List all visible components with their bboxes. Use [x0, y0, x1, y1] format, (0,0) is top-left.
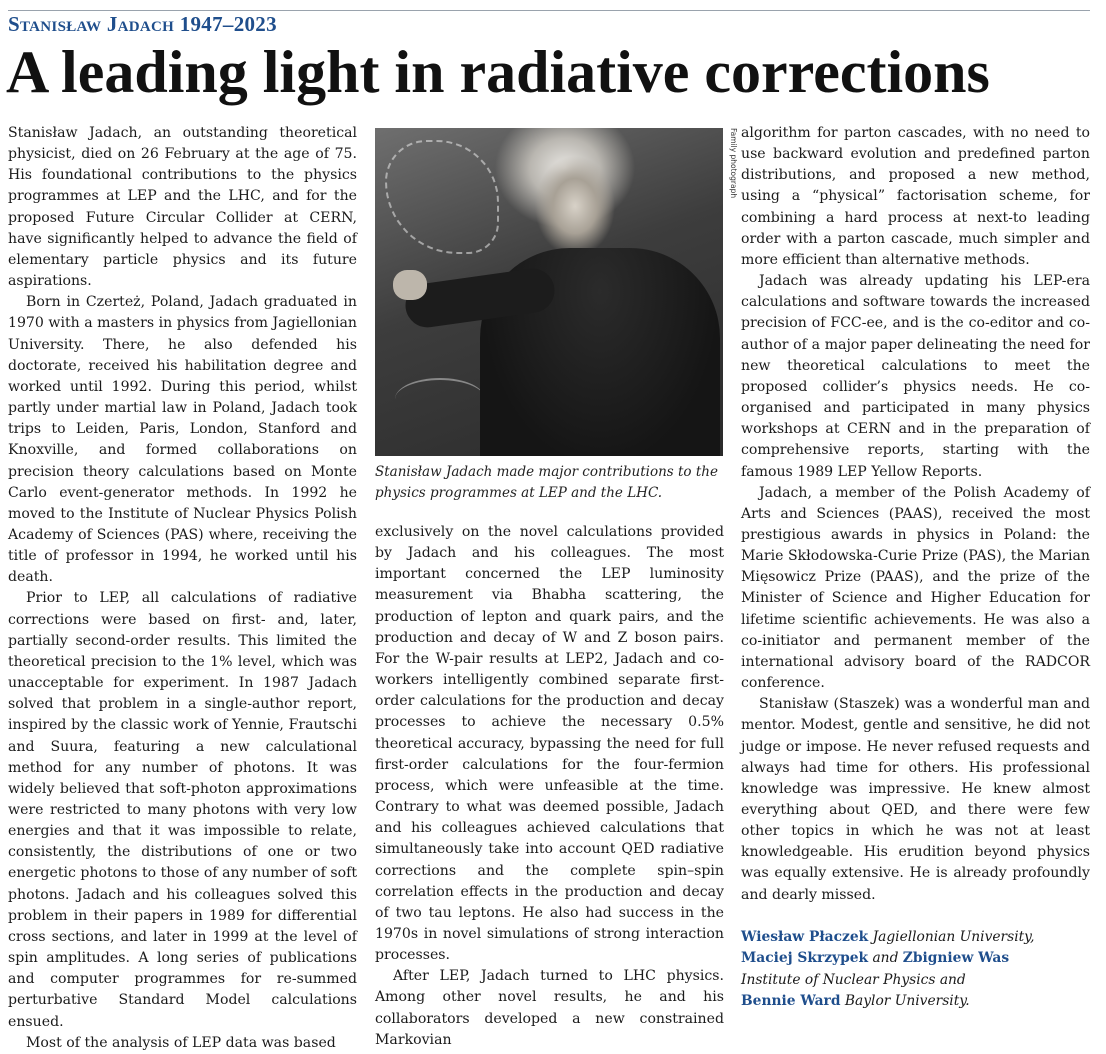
author-name: Maciej Skrzypek: [741, 950, 869, 967]
headline: A leading light in radiative corrections: [6, 39, 990, 105]
author-name: Zbigniew Was: [902, 950, 1010, 967]
author-name: Bennie Ward: [741, 992, 841, 1009]
author-affiliation: Jagiellonian University,: [872, 929, 1035, 945]
author-affiliation: Institute of Nuclear Physics and: [741, 971, 966, 988]
paragraph: Stanisław (Staszek) was a wonderful man and mentor. Modest, gentle and sensitive, he did not judge or impose. He never refused requests and always had time for others. His professional knowledge was impressive. He knew almost everything about QED, and there were few other topics in which he was not at least knowledgeable. His erudition beyond physics was equally extensive. He is already profoundly and dearly missed.: [741, 696, 1090, 903]
article-column-3: [741, 123, 1090, 906]
article-column-2: [375, 522, 724, 1051]
paragraph: Jadach was already updating his LEP-era calculations and software towards the increased precision of FCC-ee, and is the co-editor and co-author of a major paper delineating the need for new theoretical calculations to meet the proposed collider’s physics needs. He co-organised and participated in many physics workshops at CERN and in the preparation of comprehensive reports, starting with the famous 1989 LEP Yellow Reports.: [741, 273, 1090, 480]
conjunction: and: [872, 950, 899, 967]
top-rule: [8, 10, 1090, 11]
paragraph: Jadach, a member of the Polish Academy of Arts and Sciences (PAAS), received the most prestigious awards in physics in Poland: the Marie Skłodowska-Curie Prize (PAS), the Marian Mięsowicz Prize (PAAS), and the prize of the Minister of Science and Higher Education for lifetime scientific achievements. He was also a co-initiator and permanent member of the international advisory board of the RADCOR conference.: [741, 484, 1090, 692]
article-column-1: [8, 123, 357, 1054]
chalk-scribble: [385, 140, 499, 254]
portrait-photo: [375, 128, 723, 456]
author-name: Wiesław Płaczek: [741, 929, 869, 945]
author-signatures: [741, 927, 1090, 1012]
paragraph: exclusively on the novel calculations provided by Jadach and his colleagues. The most important concerned the LEP luminosity measurement via Bhabha scattering, the production of lepton and quark pairs, and the production and decay of W and Z boson pairs. For the W-pair results at LEP2, Jadach and co-workers intelligently combined separate first-order calculations for the production and decay processes to achieve the necessary 0.5% theoretical accuracy, bypassing the need for full first-order calculations for the four-fermion process, which were unfeasible at the time. Contrary to what was deemed possible, Jadach and his colleagues achieved calculations that simultaneously take into account QED radiative corrections and the complete spin–spin correlation effects in the production and decay of two tau leptons. He also had success in the 1970s in novel simulations of strong interaction processes.: [375, 524, 724, 964]
author-affiliation: Baylor University.: [844, 992, 970, 1009]
paragraph: Most of the analysis of LEP data was based: [26, 1034, 336, 1051]
paragraph: Prior to LEP, all calculations of radiative corrections were based on first- and, later, partially second-order results. This limited the theoretical precision to the 1% level, which was unacceptable for experiment. In 1987 Jadach solved that problem in a single-author report, inspired by the classic work of Yennie, Frautschi and Suura, featuring a new calculational method for any number of photons. It was widely believed that soft-photon approximations were restricted to many photons with very low energies and that it was impossible to relate, consistently, the distributions of one or two energetic photons to those of any number of soft photons. Jadach and his colleagues solved this problem in their papers in 1989 for differential cross sections, and later in 1999 at the level of spin amplitudes. A long series of publications and computer programmes for re-summed perturbative Standard Model calculations ensued.: [8, 590, 357, 1030]
photo-credit: Family photograph: [729, 128, 738, 199]
hand-shape: [393, 270, 427, 300]
obituary-kicker: Stanisław Jadach 1947–2023: [8, 12, 277, 36]
paragraph: Born in Czerteż, Poland, Jadach graduated in 1970 with a masters in physics from Jagiellonian University. There, he also defended his doctorate, received his habilitation degree and worked until 1992. During this period, whilst partly under martial law in Poland, Jadach took trips to Leiden, Paris, London, Stanford and Knoxville, and formed collaborations on precision theory calculations based on Monte Carlo event-generator methods. In 1992 he moved to the Institute of Nuclear Physics Polish Academy of Sciences (PAS) where, receiving the title of professor in 1994, he worked until his death.: [8, 294, 357, 586]
paragraph: After LEP, Jadach turned to LHC physics. Among other novel results, he and his collaborators developed a new constrained Markovian: [375, 968, 724, 1048]
paragraph: algorithm for parton cascades, with no need to use backward evolution and predefined parton distributions, and proposed a new method, using a “physical” factorisation scheme, for combining a hard process at next-to leading order with a parton cascade, much simpler and more efficient than alternative methods.: [741, 125, 1090, 268]
chalk-scribble: [395, 378, 485, 420]
photo-caption: Stanisław Jadach made major contributions to the physics programmes at LEP and the LHC.: [375, 464, 718, 501]
paragraph: Stanisław Jadach, an outstanding theoretical physicist, died on 26 February at the age of 75. His foundational contributions to the physics programmes at LEP and the LHC, and for the proposed Future Circular Collider at CERN, have significantly helped to advance the field of elementary particle physics and its future aspirations.: [8, 125, 357, 290]
